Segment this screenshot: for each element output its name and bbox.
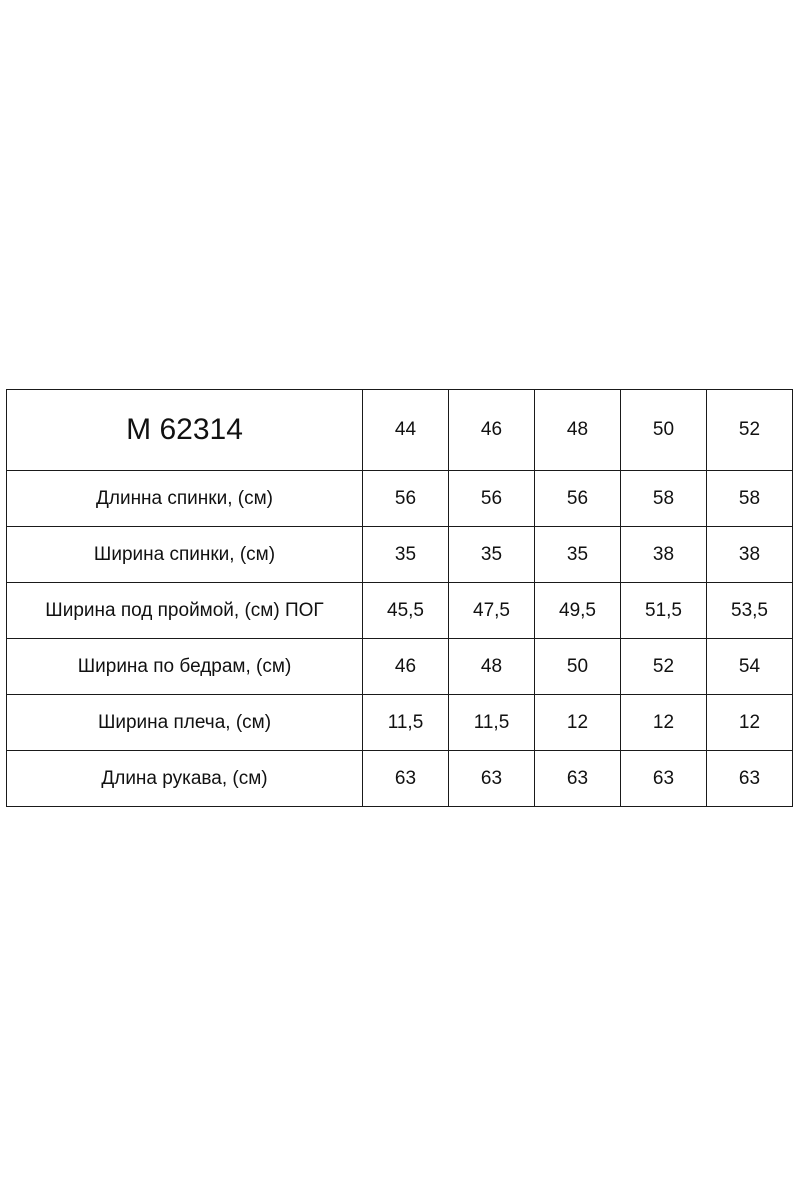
row-label-shoulder-width: Ширина плеча, (см): [7, 695, 363, 751]
row-label-back-width: Ширина спинки, (см): [7, 527, 363, 583]
table-row: [7, 695, 793, 751]
table-cell: 63: [535, 751, 621, 807]
table-cell: 11,5: [449, 695, 535, 751]
table-row: [7, 751, 793, 807]
table-cell: 46: [363, 639, 449, 695]
size-header-48: 48: [535, 390, 621, 471]
row-label-back-length: Длинна спинки, (см): [7, 471, 363, 527]
table-row: [7, 527, 793, 583]
table-cell: 12: [535, 695, 621, 751]
table-row: [7, 639, 793, 695]
table-cell: 12: [707, 695, 793, 751]
table-cell: 63: [707, 751, 793, 807]
row-label-hip-width: Ширина по бедрам, (см): [7, 639, 363, 695]
table-cell: 50: [535, 639, 621, 695]
row-label-underarm-width: Ширина под проймой, (см) ПОГ: [7, 583, 363, 639]
table-cell: 11,5: [363, 695, 449, 751]
table-cell: 53,5: [707, 583, 793, 639]
table-cell: 51,5: [621, 583, 707, 639]
size-header-44: 44: [363, 390, 449, 471]
table-cell: 52: [621, 639, 707, 695]
table-cell: 35: [449, 527, 535, 583]
table-cell: 58: [621, 471, 707, 527]
table-cell: 35: [363, 527, 449, 583]
table-cell: 54: [707, 639, 793, 695]
table-cell: 56: [363, 471, 449, 527]
table-cell: 56: [449, 471, 535, 527]
table-cell: 12: [621, 695, 707, 751]
size-header-52: 52: [707, 390, 793, 471]
table-cell: 56: [535, 471, 621, 527]
model-number: М 62314: [7, 390, 363, 471]
table-cell: 63: [621, 751, 707, 807]
table-cell: 58: [707, 471, 793, 527]
row-label-sleeve-length: Длина рукава, (см): [7, 751, 363, 807]
table-cell: 35: [535, 527, 621, 583]
table-cell: 49,5: [535, 583, 621, 639]
table-cell: 63: [363, 751, 449, 807]
table-header-row: [7, 390, 793, 471]
size-header-46: 46: [449, 390, 535, 471]
table-cell: 63: [449, 751, 535, 807]
table-cell: 38: [707, 527, 793, 583]
table-cell: 48: [449, 639, 535, 695]
table-cell: 45,5: [363, 583, 449, 639]
table-cell: 38: [621, 527, 707, 583]
size-header-50: 50: [621, 390, 707, 471]
table-cell: 47,5: [449, 583, 535, 639]
table-row: [7, 471, 793, 527]
table-row: [7, 583, 793, 639]
size-chart-table: [6, 389, 793, 807]
